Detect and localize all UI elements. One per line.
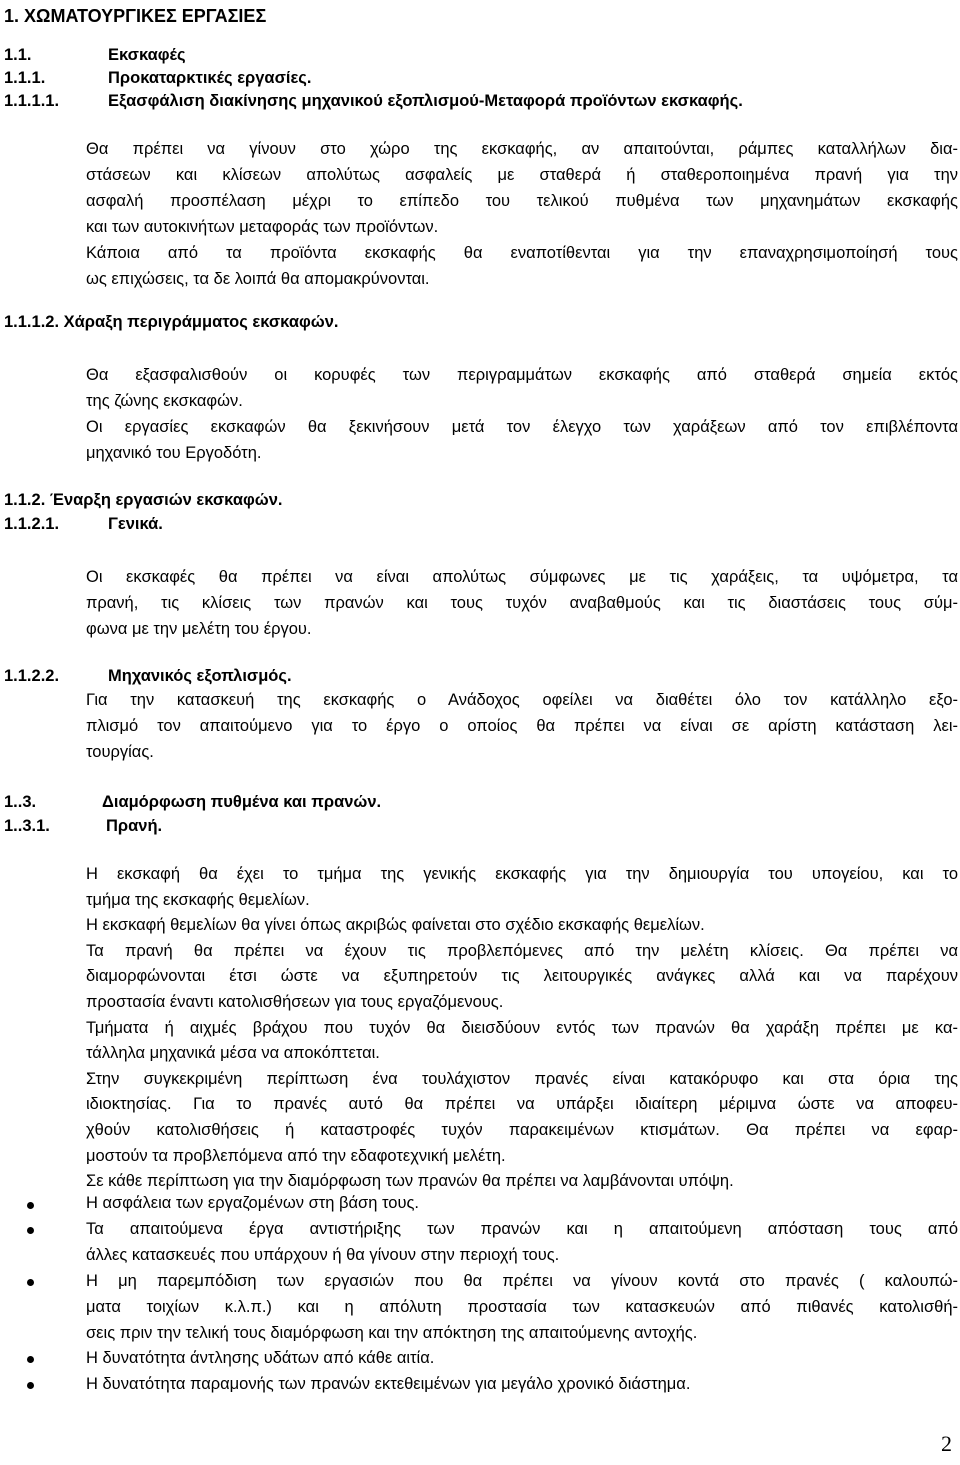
section-title: Μηχανικός εξοπλισμός. xyxy=(108,667,292,685)
list-item xyxy=(86,1216,958,1268)
bullet-icon xyxy=(27,1382,34,1389)
section-number: 1.1.2.1. xyxy=(4,515,60,533)
list-item xyxy=(86,1268,958,1346)
section-title: Εκσκαφές xyxy=(108,46,186,64)
section-heading: 1.1.2. Έναρξη εργασιών εκσκαφών. xyxy=(4,491,283,509)
paragraph xyxy=(86,862,958,1195)
text-line: ασφαλή προσπέλαση μέχρι το επίπεδο του τελικού πυθμένα των μηχανημάτων εκσκαφής xyxy=(86,192,958,210)
text-line: ματα τοιχίων κ.λ.π.) και η απόλυτη προστασία των κατασκευών από πιθανές κατολισθή- xyxy=(86,1298,958,1316)
text-line: διαμορφώνονται έτσι ώστε να εξυπηρετούν τις λειτουργικές ανάγκες αλλά και να παρέχουν xyxy=(86,967,958,986)
document-title: 1. ΧΩΜΑΤΟΥΡΓΙΚΕΣ ΕΡΓΑΣΙΕΣ xyxy=(4,6,267,26)
text-line: Κάποια από τα προϊόντα εκσκαφής θα εναποτίθενται για την επαναχρησιμοποίησή τους xyxy=(86,244,958,262)
section-number: 1.1. xyxy=(4,46,32,64)
text-line: Η μη παρεμπόδιση των εργασιών που θα πρέπει να γίνουν κοντά στο πρανές ( καλουπώ- xyxy=(86,1272,958,1290)
text-line: τμήμα της εκσκαφής θεμελίων. xyxy=(86,890,310,909)
paragraph xyxy=(86,564,958,642)
text-line: Θα πρέπει να γίνουν στο χώρο της εκσκαφής, αν απαιτούνται, ράμπες καταλλήλων δια- xyxy=(86,140,958,158)
text-line: Θα εξασφαλισθούν οι κορυφές των περιγραμμάτων εκσκαφής από σταθερά σημεία εκτός xyxy=(86,366,958,384)
bullet-icon xyxy=(27,1202,34,1209)
list-item xyxy=(86,1371,958,1397)
text-line: άλλες κατασκευές που υπάρχουν ή θα γίνουν στην περιοχή τους. xyxy=(86,1246,560,1264)
text-line: μηχανικό του Εργοδότη. xyxy=(86,444,262,462)
section-title: Διαμόρφωση πυθμένα και πρανών. xyxy=(102,793,382,811)
text-line: Η δυνατότητα παραμονής των πρανών εκτεθειμένων για μεγάλο χρονικό διάστημα. xyxy=(86,1375,691,1393)
section-number: 1.1.2.2. xyxy=(4,667,60,685)
text-line: πρανή, τις κλίσεις των πρανών και τους τυχόν αναβαθμούς και τις διαστάσεις τους σύμ- xyxy=(86,594,958,612)
text-line: Η ασφάλεια των εργαζομένων στη βάση τους. xyxy=(86,1194,420,1212)
text-line: τάλληλα μηχανικά μέσα να αποκόπτεται. xyxy=(86,1044,380,1063)
text-line: φωνα με την μελέτη του έργου. xyxy=(86,620,312,638)
text-line: πλισμό τον απαιτούμενο για το έργο ο οποίος θα πρέπει να είναι σε αρίστη κατάσταση λει- xyxy=(86,717,958,735)
text-line: σεις πριν την τελική τους διαμόρφωση και την απόκτηση της απαιτούμενης αντοχής. xyxy=(86,1324,698,1342)
list-item xyxy=(86,1345,958,1371)
page-number: 2 xyxy=(941,1431,952,1456)
text-line: ως επιχώσεις, τα δε λοιπά θα απομακρύνονται. xyxy=(86,270,430,288)
text-line: προστασία έναντι κατολισθήσεων για τους εργαζόμενους. xyxy=(86,992,504,1011)
bullet-icon xyxy=(27,1227,34,1234)
paragraph xyxy=(86,136,958,240)
text-line: τουργίας. xyxy=(86,743,154,761)
text-line: και των αυτοκινήτων μεταφοράς των προϊόντων. xyxy=(86,218,439,236)
section-title: Εξασφάλιση διακίνησης μηχανικού εξοπλισμού-Μεταφορά προϊόντων εκσκαφής. xyxy=(108,92,743,110)
text-line: της ζώνης εκσκαφών. xyxy=(86,392,243,410)
text-line: Σε κάθε περίπτωση για την διαμόρφωση των πρανών θα πρέπει να λαμβάνονται υπόψη. xyxy=(86,1172,734,1191)
paragraph xyxy=(86,687,958,765)
section-title: Πρανή. xyxy=(106,817,163,835)
paragraph xyxy=(86,414,958,466)
text-line: Τα απαιτούμενα έργα αντιστήριξης των πρανών και η απαιτούμενη απόσταση τους από xyxy=(86,1220,958,1238)
text-line: Τα πρανή θα πρέπει να έχουν τις προβλεπόμενες από την μελέτη κλίσεις. Θα πρέπει να xyxy=(86,941,958,960)
text-line: χθούν κατολισθήσεις ή καταστροφές τυχόν παρακειμένων κτισμάτων. Θα πρέπει να εφαρ- xyxy=(86,1120,958,1139)
section-title: Γενικά. xyxy=(108,515,163,533)
section-number: 1.1.1.1. xyxy=(4,92,60,110)
text-line: Τμήματα ή αιχμές βράχου που τυχόν θα διεισδύουν εντός των πρανών θα χαράξη πρέπει με κα- xyxy=(86,1018,958,1037)
section-title: Προκαταρκτικές εργασίες. xyxy=(108,69,312,87)
section-number: 1..3.1. xyxy=(4,817,50,835)
text-line: ιδιοκτησίας. Για το πρανές αυτό θα πρέπει να υπάρξει ιδιαίτερη μέριμνα ώστε να αποφευ- xyxy=(86,1095,958,1114)
text-line: στάσεων και κλίσεων απολύτως ασφαλείς με σταθερά ή σταθεροποιημένα πρανή για την xyxy=(86,166,958,184)
text-line: Η εκσκαφή θα έχει το τμήμα της γενικής εκσκαφής για την δημιουργία του υπογείου, και το xyxy=(86,865,958,883)
section-number: 1.1.1. xyxy=(4,69,46,87)
paragraph xyxy=(86,240,958,292)
text-line: Οι εργασίες εκσκαφών θα ξεκινήσουν μετά τον έλεγχο των χαράξεων από τον επιβλέποντα xyxy=(86,418,958,436)
list-item xyxy=(86,1190,958,1216)
text-line: Η δυνατότητα άντλησης υδάτων από κάθε αιτία. xyxy=(86,1349,435,1367)
paragraph xyxy=(86,362,958,414)
section-heading: 1.1.1.2. Χάραξη περιγράμματος εκσκαφών. xyxy=(4,313,339,331)
text-line: Για την κατασκευή της εκσκαφής ο Ανάδοχος οφείλει να διαθέτει όλο τον κατάλληλο εξο- xyxy=(86,691,958,709)
section-number: 1..3. xyxy=(4,793,37,811)
bullet-icon xyxy=(27,1356,34,1363)
text-line: Οι εκσκαφές θα πρέπει να είναι απολύτως σύμφωνες με τις χαράξεις, τα υψόμετρα, τα xyxy=(86,568,958,586)
text-line: Η εκσκαφή θεμελίων θα γίνει όπως ακριβώς φαίνεται στο σχέδιο εκσκαφής θεμελίων. xyxy=(86,916,705,935)
bullet-icon xyxy=(27,1279,34,1286)
text-line: Στην συγκεκριμένη περίπτωση ένα τουλάχιστον πρανές είναι κατακόρυφο και στα όρια της xyxy=(86,1069,958,1088)
text-line: μοστούν τα προβλεπόμενα από την εδαφοτεχνική μελέτη. xyxy=(86,1146,506,1165)
